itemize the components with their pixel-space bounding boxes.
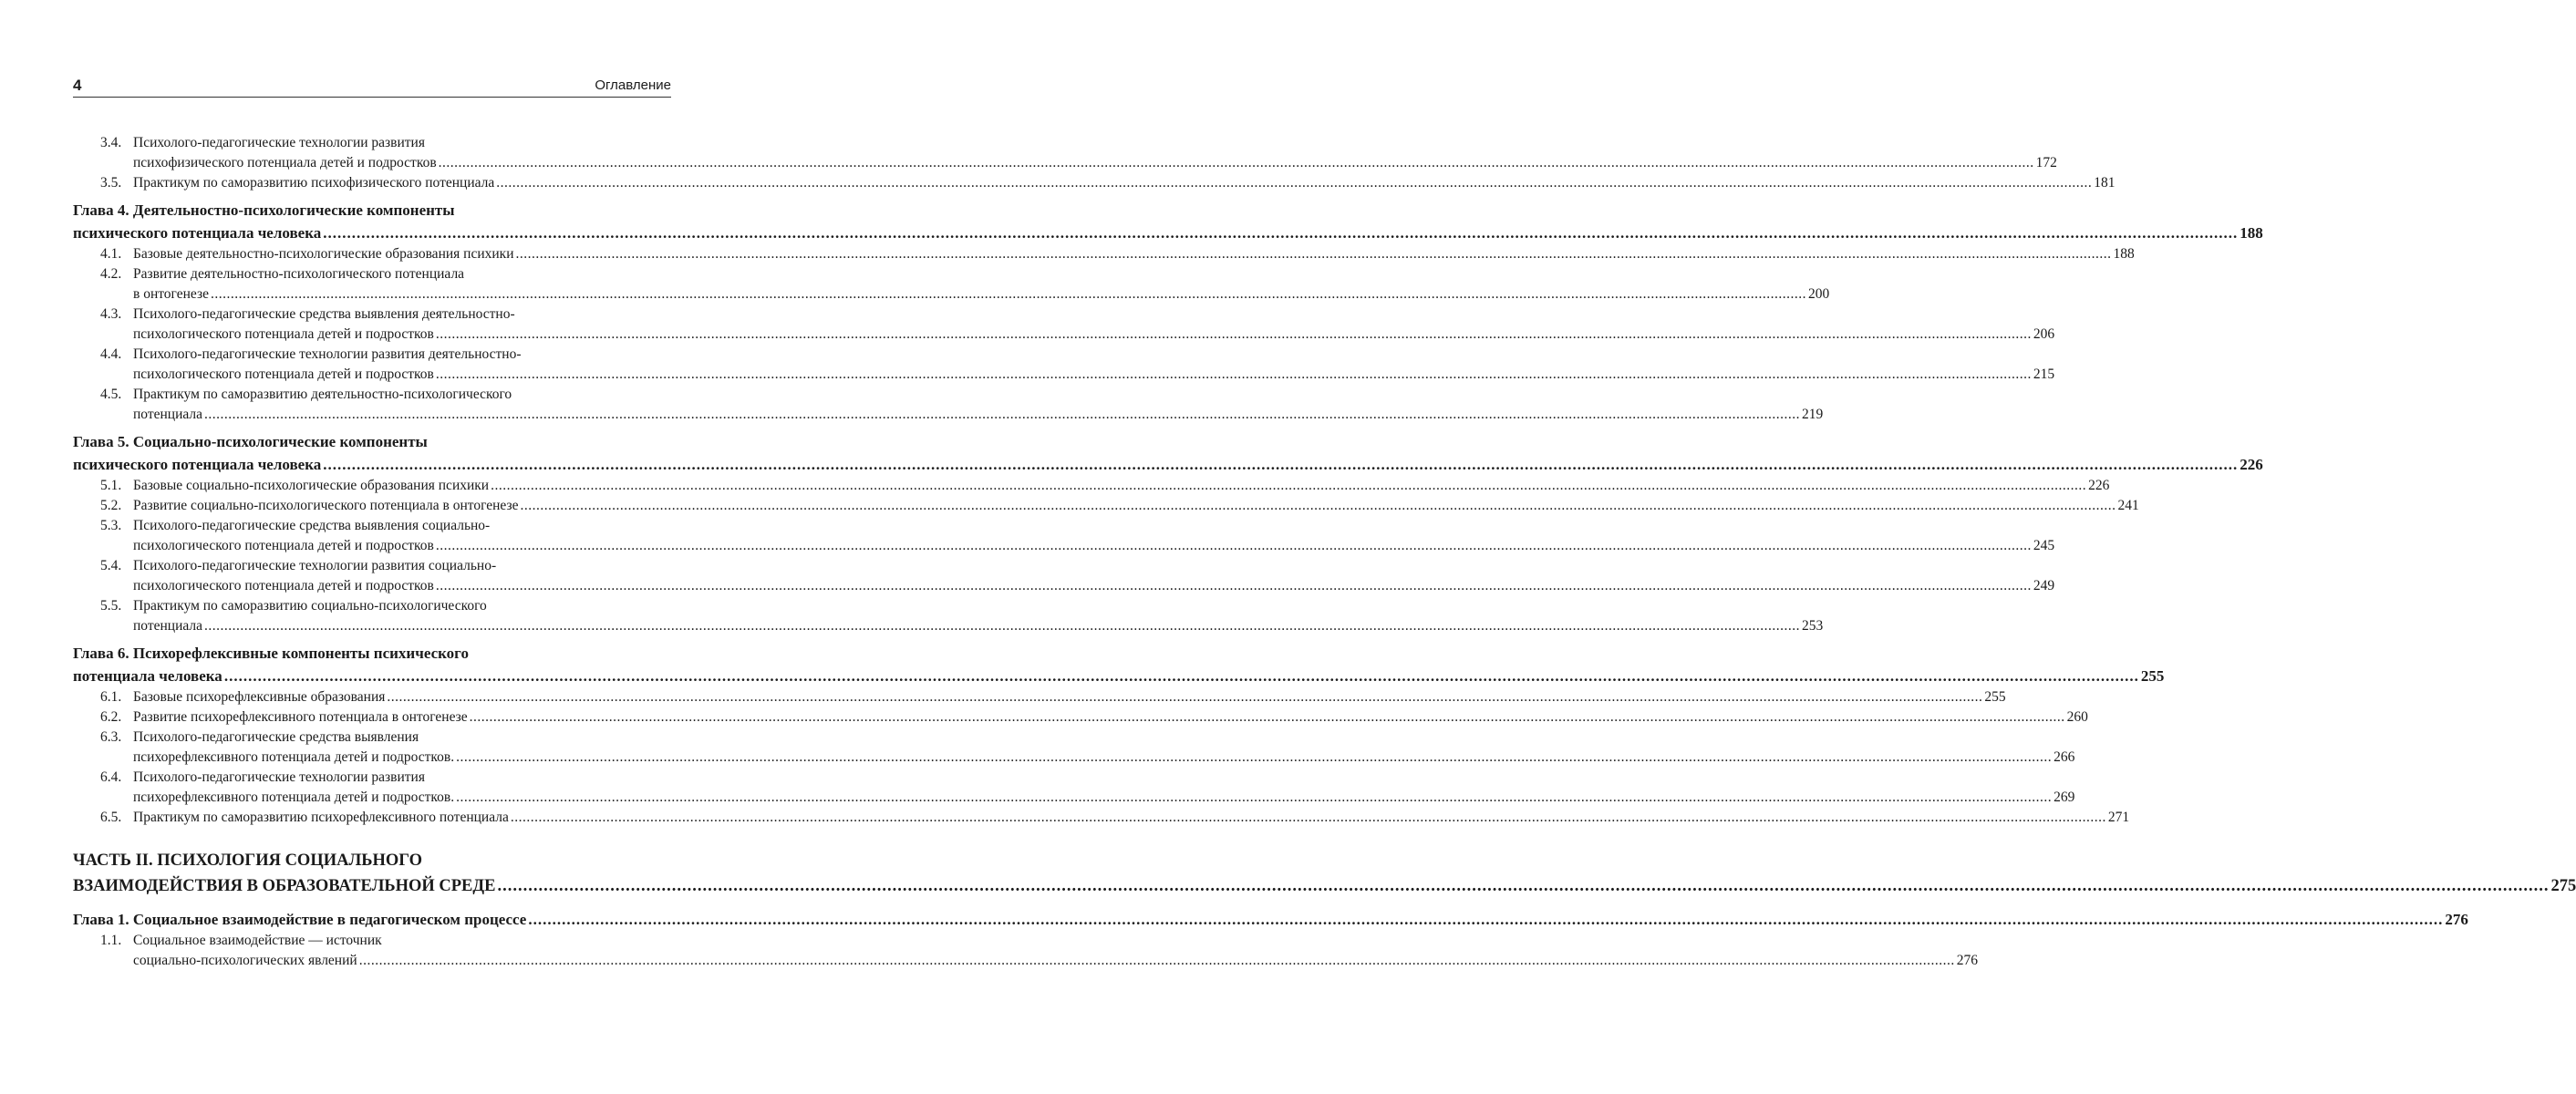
running-title: Оглавление bbox=[595, 77, 671, 93]
page-ref: 266 bbox=[2054, 749, 2075, 765]
page-ref: 271 bbox=[2107, 810, 2130, 825]
entry-title: Развитие психорефлексивного потенциала в онтогенезе bbox=[133, 709, 468, 725]
toc-entry bbox=[100, 345, 2055, 385]
entry-body bbox=[133, 687, 2006, 707]
dot-leader: ................................................................................................................................................................................................................................................................................................................................................................................................................ bbox=[469, 709, 2065, 725]
toc-entry bbox=[100, 244, 2135, 264]
entry-body bbox=[133, 173, 2116, 193]
toc-chapter bbox=[73, 908, 2468, 931]
entry-title: психорефлексивного потенциала детей и подростков. bbox=[133, 749, 455, 765]
entry-body bbox=[133, 264, 1830, 304]
toc-part bbox=[73, 848, 2576, 899]
entry-title: Базовые социально-психологические образования психики bbox=[133, 478, 490, 493]
dot-leader: ................................................................................................................................................................................................................................................................................................................................................................................................................ bbox=[510, 810, 2106, 825]
page-ref: 200 bbox=[1807, 286, 1830, 302]
entry-title: Практикум по саморазвитию психофизического потенциала bbox=[133, 175, 495, 191]
entry-title: Развитие социально-психологического потенциала в онтогенезе bbox=[133, 498, 519, 513]
dot-leader: ................................................................................................................................................................................................................................................................................................................................................................................................................ bbox=[456, 790, 2053, 805]
entry-line bbox=[133, 244, 2135, 264]
entry-title: потенциала bbox=[133, 407, 203, 422]
page-ref: 249 bbox=[2033, 578, 2055, 593]
heading-line bbox=[73, 665, 2165, 687]
dot-leader: ................................................................................................................................................................................................................................................................................................................................................................................................................ bbox=[435, 578, 2032, 593]
dot-leader: ................................................................................................................................................................................................................................................................................................................................................................................................................ bbox=[204, 618, 1801, 634]
entry-line bbox=[133, 788, 2075, 808]
dot-leader: ................................................................................................................................................................................................................................................................................................................................................................................................................ bbox=[438, 155, 2034, 170]
dot-leader: ................................................................................................................................................................................................................................................................................................................................................................................................................ bbox=[323, 456, 2239, 473]
entry-number: 5.1. bbox=[100, 478, 122, 493]
entry-line bbox=[133, 325, 2055, 345]
dot-leader: ................................................................................................................................................................................................................................................................................................................................................................................................................ bbox=[323, 224, 2239, 242]
entry-body bbox=[133, 516, 2055, 556]
entry-line: Психолого-педагогические средства выявления bbox=[133, 729, 419, 745]
entry-line: Развитие деятельностно-психологического потенциала bbox=[133, 266, 465, 282]
page-ref: 219 bbox=[1802, 407, 1824, 422]
page-ref: 245 bbox=[2033, 538, 2055, 553]
entry-body bbox=[133, 707, 2088, 728]
page-ref: 241 bbox=[2117, 498, 2139, 513]
entry-body bbox=[133, 768, 2075, 808]
entry-number: 5.3. bbox=[100, 518, 122, 533]
entry-number: 3.4. bbox=[100, 135, 122, 150]
page-ref: 188 bbox=[2240, 224, 2263, 242]
toc-entry bbox=[100, 516, 2055, 556]
entry-body bbox=[133, 133, 2057, 173]
entry-line: Социальное взаимодействие — источник bbox=[133, 933, 382, 948]
entry-line: Психолого-педагогические технологии развития деятельностно- bbox=[133, 346, 522, 362]
dot-leader: ................................................................................................................................................................................................................................................................................................................................................................................................................ bbox=[223, 667, 2139, 685]
entry-body bbox=[133, 596, 1824, 636]
dot-leader: ................................................................................................................................................................................................................................................................................................................................................................................................................ bbox=[387, 689, 1983, 705]
dot-leader: ................................................................................................................................................................................................................................................................................................................................................................................................................ bbox=[515, 246, 2112, 262]
toc-entry bbox=[100, 385, 1824, 425]
entry-line: Психолого-педагогические средства выявления деятельностно- bbox=[133, 306, 515, 322]
entry-title: психофизического потенциала детей и подростков bbox=[133, 155, 437, 170]
toc-chapter bbox=[73, 430, 2263, 476]
entry-title: психологического потенциала детей и подростков bbox=[133, 326, 434, 342]
entry-line bbox=[133, 576, 2055, 596]
entry-body bbox=[133, 931, 1978, 971]
entry-number: 6.3. bbox=[100, 729, 122, 745]
page-ref: 276 bbox=[1956, 953, 1978, 968]
page-ref: 206 bbox=[2033, 326, 2055, 342]
entry-line bbox=[133, 476, 2110, 496]
page-ref: 255 bbox=[1984, 689, 2006, 705]
heading-title: Глава 1. Социальное взаимодействие в педагогическом процессе bbox=[73, 911, 527, 928]
table-of-contents bbox=[73, 133, 2576, 971]
page-ref: 253 bbox=[1802, 618, 1824, 634]
heading-title: потенциала человека bbox=[73, 667, 222, 685]
dot-leader: ................................................................................................................................................................................................................................................................................................................................................................................................................ bbox=[204, 407, 1801, 422]
toc-entry bbox=[100, 931, 1978, 971]
entry-number: 1.1. bbox=[100, 933, 122, 948]
entry-number: 5.2. bbox=[100, 498, 122, 513]
entry-title: психорефлексивного потенциала детей и подростков. bbox=[133, 790, 455, 805]
dot-leader: ................................................................................................................................................................................................................................................................................................................................................................................................................ bbox=[358, 953, 1955, 968]
entry-body bbox=[133, 728, 2075, 768]
entry-line bbox=[133, 365, 2055, 385]
dot-leader: ................................................................................................................................................................................................................................................................................................................................................................................................................ bbox=[491, 478, 2087, 493]
entry-body bbox=[133, 476, 2110, 496]
entry-title: психологического потенциала детей и подростков bbox=[133, 578, 434, 593]
entry-number: 6.4. bbox=[100, 769, 122, 785]
entry-body bbox=[133, 244, 2135, 264]
entry-number: 6.2. bbox=[100, 709, 122, 725]
toc-chapter bbox=[73, 199, 2263, 244]
entry-line: Практикум по саморазвитию деятельностно-психологического bbox=[133, 387, 512, 402]
toc-entry bbox=[100, 496, 2139, 516]
entry-body bbox=[133, 345, 2055, 385]
toc-entry bbox=[100, 596, 1824, 636]
entry-number: 4.1. bbox=[100, 246, 122, 262]
entry-title: в онтогенезе bbox=[133, 286, 209, 302]
entry-number: 4.5. bbox=[100, 387, 122, 402]
heading-line bbox=[73, 453, 2263, 476]
entry-title: потенциала bbox=[133, 618, 203, 634]
dot-leader: ................................................................................................................................................................................................................................................................................................................................................................................................................ bbox=[496, 175, 2093, 191]
dot-leader: ................................................................................................................................................................................................................................................................................................................................................................................................................ bbox=[435, 326, 2032, 342]
heading-line bbox=[73, 908, 2468, 931]
dot-leader: ................................................................................................................................................................................................................................................................................................................................................................................................................ bbox=[210, 286, 1806, 302]
entry-line: Психолого-педагогические технологии развития социально- bbox=[133, 558, 497, 573]
entry-number: 5.4. bbox=[100, 558, 122, 573]
page-ref: 260 bbox=[2066, 709, 2088, 725]
entry-line bbox=[133, 153, 2057, 173]
page-ref: 181 bbox=[2094, 175, 2116, 191]
entry-line bbox=[133, 173, 2116, 193]
page-ref: 226 bbox=[2088, 478, 2110, 493]
toc-entry bbox=[100, 707, 2088, 728]
page-ref: 255 bbox=[2140, 667, 2165, 685]
entry-body bbox=[133, 808, 2130, 828]
entry-line bbox=[133, 748, 2075, 768]
entry-line bbox=[133, 707, 2088, 728]
dot-leader: ................................................................................................................................................................................................................................................................................................................................................................................................................ bbox=[435, 538, 2032, 553]
toc-entry bbox=[100, 556, 2055, 596]
heading-line: Глава 5. Социально-психологические компоненты bbox=[73, 433, 428, 450]
toc-entry bbox=[100, 687, 2006, 707]
toc-entry bbox=[100, 173, 2116, 193]
heading-title: психического потенциала человека bbox=[73, 224, 322, 242]
toc-entry bbox=[100, 476, 2110, 496]
page-ref: 276 bbox=[2445, 911, 2468, 928]
toc-entry bbox=[100, 808, 2130, 828]
entry-title: Базовые психорефлексивные образования bbox=[133, 689, 386, 705]
heading-line: Глава 6. Психорефлексивные компоненты психического bbox=[73, 645, 469, 662]
toc-chapter bbox=[73, 642, 2165, 687]
entry-line bbox=[133, 687, 2006, 707]
entry-line: Практикум по саморазвитию социально-психологического bbox=[133, 598, 487, 614]
entry-number: 6.5. bbox=[100, 810, 122, 825]
page-ref: 215 bbox=[2033, 366, 2055, 382]
entry-body bbox=[133, 304, 2055, 345]
entry-line bbox=[133, 808, 2130, 828]
entry-line bbox=[133, 951, 1978, 971]
toc-entry bbox=[100, 304, 2055, 345]
dot-leader: ................................................................................................................................................................................................................................................................................................................................................................................................................ bbox=[497, 877, 2550, 895]
entry-number: 4.4. bbox=[100, 346, 122, 362]
toc-entry bbox=[100, 728, 2075, 768]
entry-line: Психолого-педагогические технологии развития bbox=[133, 135, 425, 150]
entry-line bbox=[133, 284, 1830, 304]
page-ref: 275 bbox=[2550, 877, 2576, 895]
entry-line: Психолого-педагогические технологии развития bbox=[133, 769, 425, 785]
heading-line bbox=[73, 222, 2263, 244]
entry-number: 5.5. bbox=[100, 598, 122, 614]
entry-title: психологического потенциала детей и подростков bbox=[133, 366, 434, 382]
entry-body bbox=[133, 496, 2139, 516]
heading-line: ЧАСТЬ II. ПСИХОЛОГИЯ СОЦИАЛЬНОГО bbox=[73, 851, 422, 870]
entry-title: Практикум по саморазвитию психорефлексивного потенциала bbox=[133, 810, 509, 825]
entry-line bbox=[133, 405, 1824, 425]
entry-number: 4.2. bbox=[100, 266, 122, 282]
page-ref: 226 bbox=[2240, 456, 2263, 473]
dot-leader: ................................................................................................................................................................................................................................................................................................................................................................................................................ bbox=[520, 498, 2116, 513]
toc-entry bbox=[100, 264, 1830, 304]
heading-line: Глава 4. Деятельностно-психологические компоненты bbox=[73, 201, 455, 219]
entry-body bbox=[133, 385, 1824, 425]
page-ref: 172 bbox=[2035, 155, 2057, 170]
dot-leader: ................................................................................................................................................................................................................................................................................................................................................................................................................ bbox=[456, 749, 2053, 765]
entry-line bbox=[133, 536, 2055, 556]
entry-number: 4.3. bbox=[100, 306, 122, 322]
heading-title: психического потенциала человека bbox=[73, 456, 322, 473]
toc-entry bbox=[100, 133, 2057, 173]
entry-number: 6.1. bbox=[100, 689, 122, 705]
page-ref: 188 bbox=[2113, 246, 2135, 262]
heading-title: ВЗАИМОДЕЙСТВИЯ В ОБРАЗОВАТЕЛЬНОЙ СРЕДЕ bbox=[73, 877, 496, 895]
entry-title: психологического потенциала детей и подростков bbox=[133, 538, 434, 553]
toc-entry bbox=[100, 768, 2075, 808]
entry-title: социально-психологических явлений bbox=[133, 953, 357, 968]
entry-number: 3.5. bbox=[100, 175, 122, 191]
heading-line bbox=[73, 873, 2576, 899]
running-header bbox=[73, 77, 671, 98]
entry-title: Базовые деятельностно-психологические образования психики bbox=[133, 246, 514, 262]
entry-body bbox=[133, 556, 2055, 596]
dot-leader: ................................................................................................................................................................................................................................................................................................................................................................................................................ bbox=[435, 366, 2032, 382]
entry-line bbox=[133, 616, 1824, 636]
entry-line: Психолого-педагогические средства выявления социально- bbox=[133, 518, 491, 533]
entry-line bbox=[133, 496, 2139, 516]
dot-leader: ................................................................................................................................................................................................................................................................................................................................................................................................................ bbox=[528, 911, 2444, 928]
page-ref: 269 bbox=[2054, 790, 2075, 805]
page-number: 4 bbox=[73, 77, 82, 94]
